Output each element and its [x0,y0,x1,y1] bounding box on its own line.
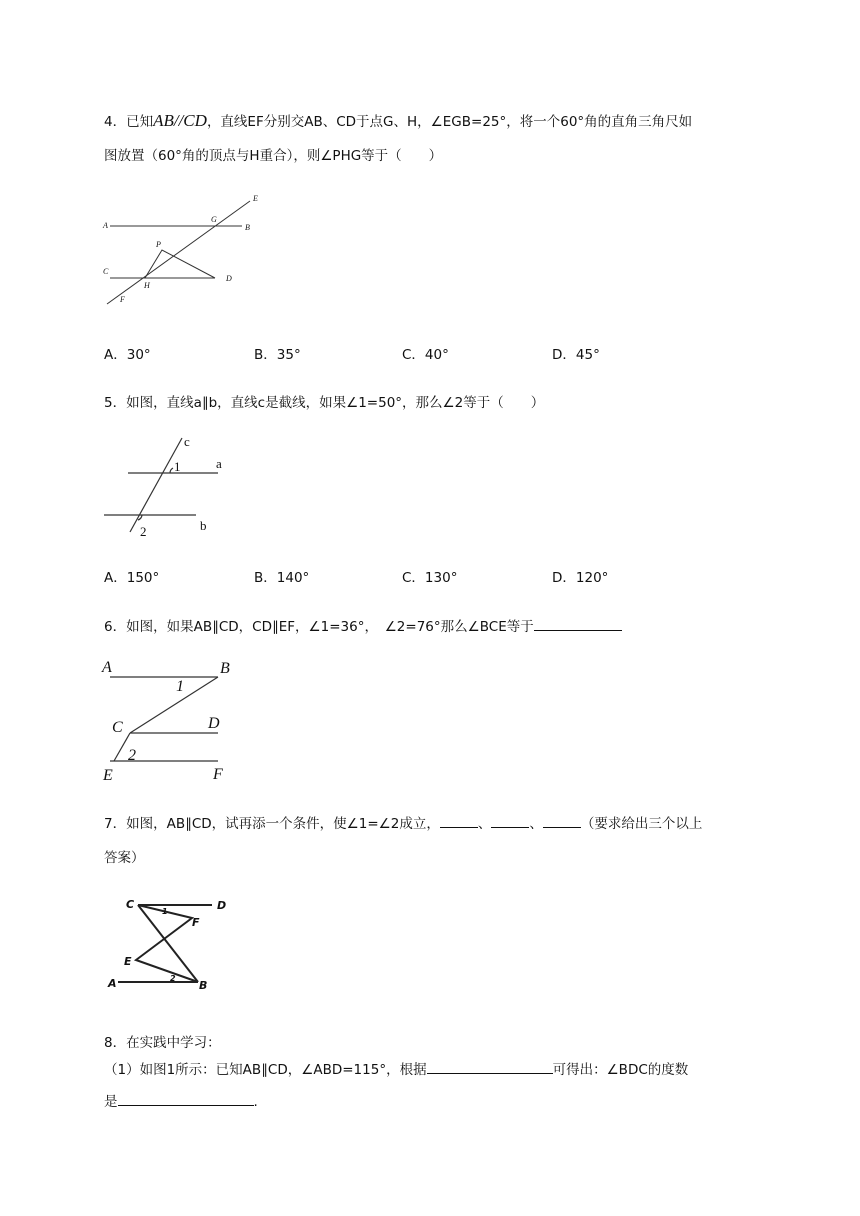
q4-label-F: F [120,295,125,304]
q4-math: AB//CD [153,111,207,130]
q8-text-c: 是 [104,1094,118,1110]
q7-text-b: （要求给出三个以上 [580,816,703,832]
q8-text-a: （1）如图1所示：已知AB∥CD，∠ABD=115°，根据 [104,1062,427,1078]
q4-option-b: B．35° [254,347,301,363]
q4-label-B: B [245,223,250,232]
q4-line2: 图放置（60°角的顶点与H重合），则∠PHG等于（ ） [104,148,443,164]
q6-label-D: D [208,715,220,732]
q5-line: 5．如图，直线a∥b，直线c是截线，如果∠1=50°，那么∠2等于（ ） [104,395,545,411]
q8-text-b: 可得出：∠BDC的度数 [552,1062,689,1078]
q5-figure [100,432,230,542]
q4-label-D: D [226,274,232,283]
q4-suffix: ，直线EF分别交AB、CD于点G、H，∠EGB=25°，将一个60°角的直角三角尺如 [206,114,693,130]
q4-label-E: E [253,194,258,203]
q7-text-a: 7．如图，AB∥CD，试再添一个条件，使∠1=∠2成立， [104,816,440,832]
q5-option-c: C．130° [402,570,458,586]
q6-label-A: A [102,659,112,676]
q8-line1 [104,1058,688,1078]
q6-answer-blank[interactable] [534,618,622,631]
q7-label-E: E [124,955,132,968]
q7-line1 [104,812,702,832]
q8-line2 [104,1090,258,1110]
q4-label-P: P [156,240,161,249]
q8-text-d: . [253,1094,258,1110]
q4-label-A: A [103,221,108,230]
q4-option-d: D．45° [552,347,600,363]
q4-line1 [104,110,692,131]
q5-label-b: b [200,518,207,533]
q4-label-G: G [211,215,217,224]
q7-sep-1: 、 [477,816,492,832]
q7-figure [100,890,240,1000]
q7-line2: 答案） [104,850,145,866]
q4-figure [100,192,270,312]
q8-title: 8．在实践中学习： [104,1035,221,1051]
q4-option-c: C．40° [402,347,449,363]
q7-label-C: C [126,898,135,911]
q6-label-1: 1 [176,678,184,695]
q6-label-2: 2 [128,747,136,764]
q6-label-E: E [103,767,113,784]
q6-text: 6．如图，如果AB∥CD，CD∥EF，∠1=36°， ∠2=76°那么∠BCE等于 [104,619,534,635]
q4-label-H: H [144,281,150,290]
q5-option-a: A．150° [104,570,160,586]
q8-answer-blank-2[interactable] [118,1093,254,1106]
q7-sep-2: 、 [529,816,543,832]
q7-label-A: A [108,977,117,990]
q7-label-2: 2 [170,974,176,983]
q5-label-a: a [216,456,222,471]
q7-answer-blank-3[interactable] [543,815,581,828]
q5-label-c: c [184,434,190,449]
q8-answer-blank-1[interactable] [427,1061,553,1074]
q5-label-1: 1 [174,459,181,474]
q4-label-C: C [103,267,109,276]
q7-label-B: B [199,979,208,992]
q4-option-a: A．30° [104,347,151,363]
q7-label-D: D [217,899,227,912]
q5-label-2: 2 [140,524,147,539]
q7-answer-blank-1[interactable] [440,815,478,828]
q6-figure [100,655,240,785]
q7-label-1: 1 [162,907,168,916]
q6-line [104,615,622,635]
q6-label-C: C [112,719,123,736]
q7-label-F: F [192,916,200,929]
q4-prefix: 4．已知 [104,114,154,130]
q7-answer-blank-2[interactable] [491,815,529,828]
q5-option-b: B．140° [254,570,310,586]
q6-label-F: F [213,766,223,783]
q5-option-d: D．120° [552,570,609,586]
q6-label-B: B [220,660,230,677]
